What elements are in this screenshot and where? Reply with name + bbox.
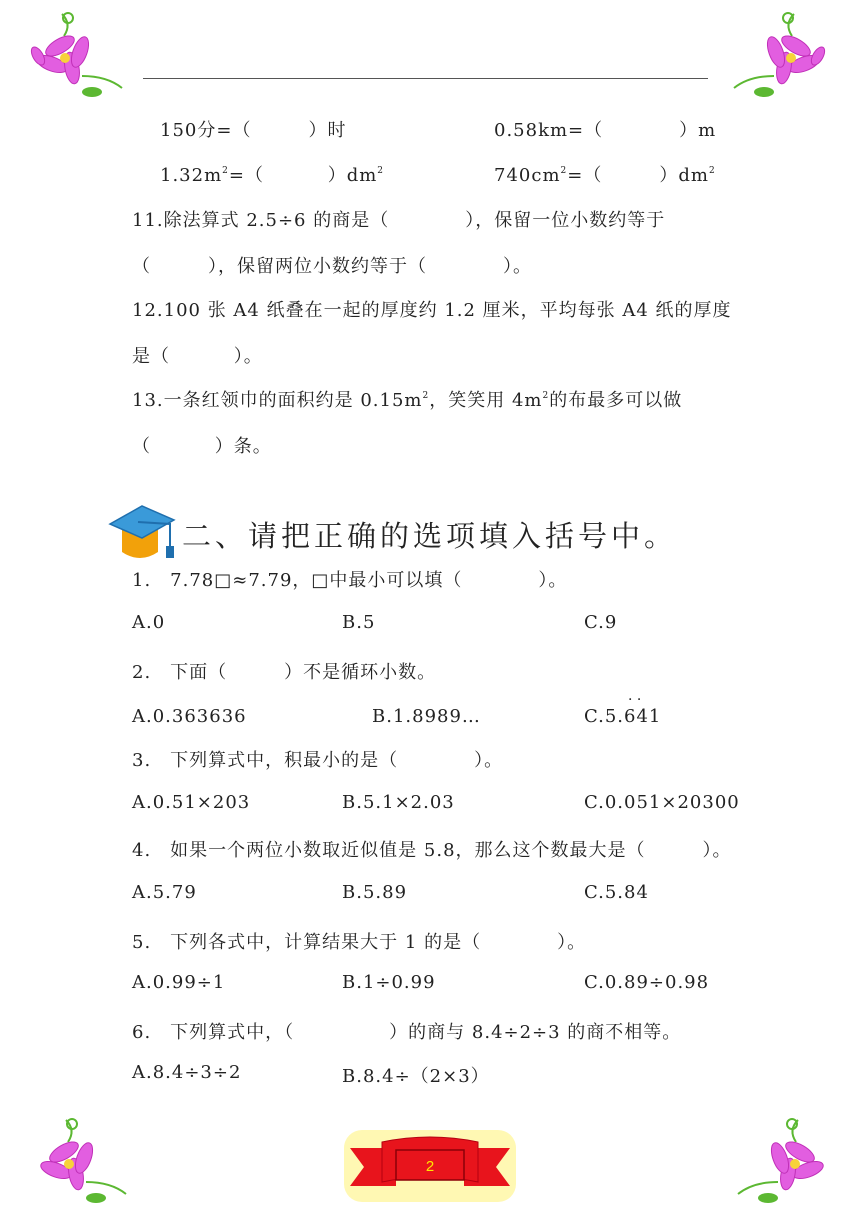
superscript: 2 [560, 166, 568, 176]
conversion-row2-right-pre: 740cm [494, 165, 561, 186]
mc-q6-option-b: B.8.4÷（2×3） [342, 1066, 490, 1087]
q13-line1 [132, 386, 682, 412]
mc-q6-stem: 6. 下列算式中，（ ）的商与 8.4÷2÷3 的商不相等。 [132, 1022, 682, 1043]
header-rule [143, 78, 708, 79]
q12-line1: 12.100 张 A4 纸叠在一起的厚度约 1.2 厘米，平均每张 A4 纸的厚度 [132, 300, 732, 321]
conversion-row1-left: 150分=（ ）时 [160, 120, 347, 141]
mc-q1-option-c: C.9 [584, 612, 618, 633]
q11-line1: 11.除法算式 2.5÷6 的商是（ ），保留一位小数约等于 [132, 210, 666, 231]
mc-q2-stem: 2. 下面（ ）不是循环小数。 [132, 662, 437, 683]
repeating-decimal-dots: · · [628, 692, 642, 708]
conversion-row2-left-pre: 1.32m [160, 165, 223, 186]
conversion-row2-left-post: =（ ）dm [228, 165, 378, 186]
superscript: 2 [222, 166, 229, 176]
conversion-row1-right: 0.58km=（ ）m [494, 120, 717, 141]
superscript: 2 [422, 391, 430, 401]
flower-corner-top-right [724, 6, 834, 104]
mc-q5-option-c: C.0.89÷0.98 [584, 972, 710, 993]
flower-corner-top-left [22, 6, 132, 104]
mc-q3-option-c: C.0.051×20300 [584, 792, 740, 813]
q13-line1-a: 13.一条红领巾的面积约是 0.15m [132, 390, 423, 411]
superscript: 2 [708, 166, 716, 176]
mc-q4-option-c: C.5.84 [584, 882, 649, 903]
mc-q4-stem: 4. 如果一个两位小数取近似值是 5.8，那么这个数最大是（ ）。 [132, 840, 732, 861]
section-2-heading: 二、请把正确的选项填入括号中。 [182, 519, 678, 553]
q11-line2: （ ），保留两位小数约等于（ ）。 [132, 256, 532, 277]
conversion-row2-right-post: =（ ）dm [567, 165, 709, 186]
mc-q1-option-a: A.0 [132, 612, 166, 633]
q12-line2: 是（ ）。 [132, 346, 263, 367]
mc-q3-option-a: A.0.51×203 [132, 792, 251, 813]
mc-q1-option-b: B.5 [342, 612, 376, 633]
graduation-cap-icon [108, 500, 176, 566]
conversion-row2-right [494, 161, 716, 187]
mc-q2-option-c: C.5.641 [584, 706, 662, 727]
mc-q6-option-a: A.8.4÷3÷2 [132, 1062, 242, 1083]
flower-corner-bottom-right [728, 1112, 838, 1210]
mc-q5-stem: 5. 下列各式中，计算结果大于 1 的是（ ）。 [132, 932, 587, 953]
mc-q1-stem: 1. 7.78□≈7.79，□中最小可以填（ ）。 [132, 570, 568, 591]
mc-q3-option-b: B.5.1×2.03 [342, 792, 455, 813]
mc-q5-option-a: A.0.99÷1 [132, 972, 226, 993]
superscript: 2 [542, 391, 550, 401]
mc-q4-option-b: B.5.89 [342, 882, 408, 903]
mc-q2-option-b: B.1.8989… [372, 706, 481, 727]
q13-line2: （ ）条。 [132, 436, 272, 457]
mc-q5-option-b: B.1÷0.99 [342, 972, 436, 993]
q13-line1-b: ，笑笑用 4m [429, 390, 543, 411]
mc-q3-stem: 3. 下列算式中，积最小的是（ ）。 [132, 750, 504, 771]
mc-q4-option-a: A.5.79 [132, 882, 197, 903]
superscript: 2 [377, 166, 385, 176]
q13-line1-c: 的布最多可以做 [549, 390, 683, 411]
conversion-row2-left [160, 161, 384, 187]
mc-q2-option-a: A.0.363636 [132, 706, 247, 727]
flower-corner-bottom-left [26, 1112, 136, 1210]
page-number: 2 [425, 1158, 435, 1175]
